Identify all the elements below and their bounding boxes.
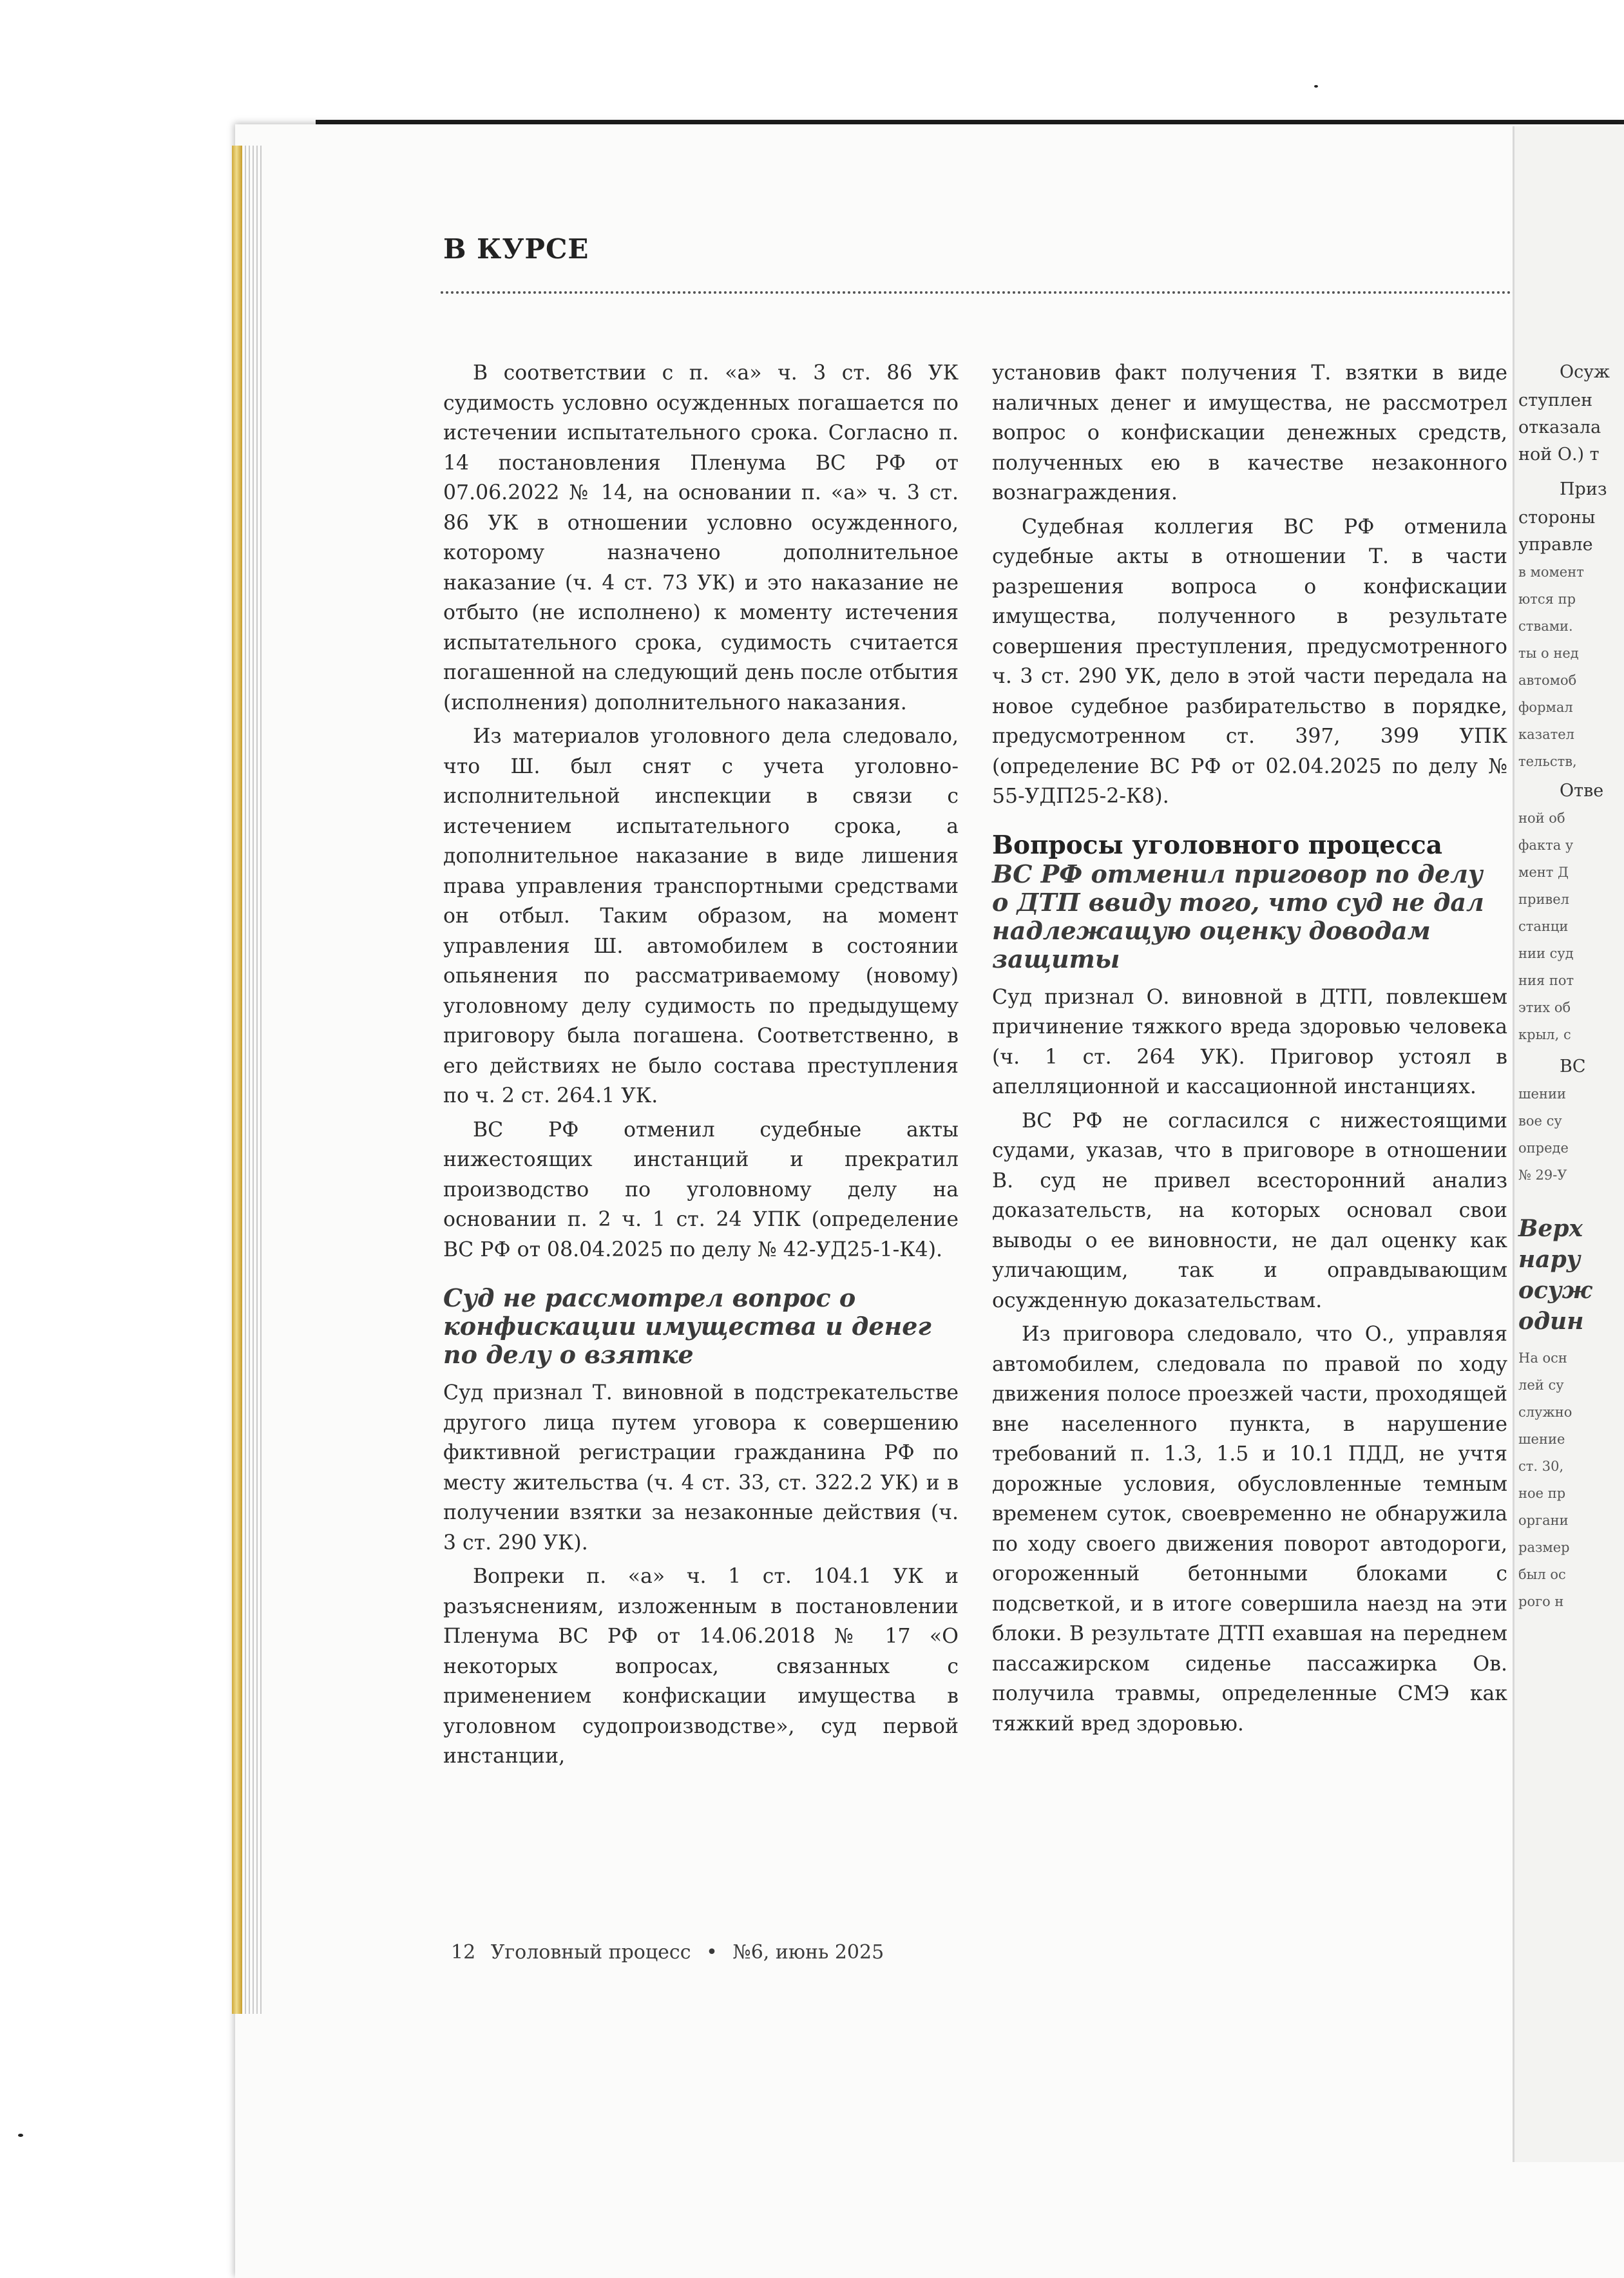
footer-bullet: • (706, 1941, 718, 1964)
adjacent-text-fragment: тельств, (1518, 754, 1577, 769)
adjacent-text-fragment: лей су (1518, 1377, 1564, 1393)
scan-speck (1314, 85, 1318, 88)
issue-label: №6, июнь 2025 (732, 1941, 884, 1964)
adjacent-text-fragment: рого н (1518, 1594, 1564, 1609)
adjacent-text-fragment: вое су (1518, 1113, 1562, 1129)
paragraph: Из приговора следовало, что О., управляя автомобилем, следовала по правой по ходу движения полосе проезжей части, проходящей вне населенного пункта, в нарушение требований п. 1.3, 1.5 и 10.1 ПДД, не учтя дорожные условия, обусловленные темным временем суток, своевременно не обнаружила по ходу своего движения поворот автодороги, огороженный бетонными блоками с подсветкой, и в итоге совершила наезд на эти блоки. В результате ДТП ехавшая на переднем пассажирском сиденье пассажирка Ов. получила травмы, определенные СМЭ как тяжкий вред здоровью. (992, 1323, 1507, 1736)
adjacent-text-fragment: ты о нед (1518, 646, 1579, 661)
adjacent-text-fragment: нии суд (1518, 946, 1574, 961)
adjacent-text-fragment: управле (1518, 535, 1593, 555)
page-stack-edges (245, 146, 264, 2014)
adjacent-text-fragment: стороны (1518, 508, 1596, 528)
adjacent-text-fragment: опреде (1518, 1140, 1569, 1156)
adjacent-text-fragment: крыл, с (1518, 1027, 1571, 1042)
adjacent-text-fragment: станци (1518, 919, 1569, 934)
column-left (443, 358, 959, 1772)
paragraph: установив факт получения Т. взятки в виде наличных денег и имущества, не рассмотрел вопрос о конфискации денежных средств, полученных ею в качестве незаконного вознаграждения. (992, 361, 1507, 504)
paragraph: Суд признал О. виновной в ДТП, повлекшем причинение тяжкого вреда здоровью человека (ч. 1 ст. 264 УК). Приговор устоял в апелляционной и кассационной инстанциях. (992, 985, 1507, 1098)
paragraph: Вопреки п. «а» ч. 1 ст. 104.1 УК и разъяснениям, изложенным в постановлении Пленума ВС РФ от 14.06.2018 № 17 «О некоторых вопросах, связанных с применением конфискации имущества в уголовном судопроизводстве», суд первой инстанции, (443, 1565, 959, 1768)
article-heading: ВС РФ отменил приговор по делу о ДТП ввиду того, что суд не дал надлежащую оценку доводам защиты (992, 859, 1484, 973)
adjacent-text-fragment: ное пр (1518, 1486, 1566, 1501)
adjacent-heading-fragment: Верх (1518, 1215, 1583, 1242)
adjacent-text-fragment: ния пот (1518, 973, 1574, 988)
adjacent-text-fragment: ствами. (1518, 618, 1573, 634)
paragraph: Судебная коллегия ВС РФ отменила судебные акты в отношении Т. в части разрешения вопроса о конфискации имущества, полученного в результате совершения преступления, предусмотренного ч. 3 ст. 290 УК, дело в этой части передала на новое судебное разбирательство в порядке, предусмотренном ст. 397, 399 УПК (определение ВС РФ от 02.04.2025 по делу № 55-УДП25-2-К8). (992, 515, 1507, 808)
paragraph: Суд признал Т. виновной в подстрекательстве другого лица путем уговора к совершению фиктивной регистрации гражданина РФ по месту жительства (ч. 4 ст. 33, ст. 322.2 УК) и в получении взятки за незаконные действия (ч. 3 ст. 290 УК). (443, 1381, 959, 1555)
adjacent-text-fragment: ВС (1560, 1057, 1586, 1077)
adjacent-text-fragment: привел (1518, 892, 1570, 907)
adjacent-text-fragment: формал (1518, 700, 1573, 715)
section-title: В КУРСЕ (443, 233, 589, 265)
dotted-divider (441, 291, 1516, 294)
adjacent-heading-fragment: нару (1518, 1246, 1581, 1273)
paragraph: В соответствии с п. «а» ч. 3 ст. 86 УК судимость условно осужденных погашается по истечении испытательного срока. Согласно п. 14 постановления Пленума ВС РФ от 07.06.2022 № 14, на основании п. «а» ч. 3 ст. 86 УК в отношении условно осужденного, которому назначено дополнительное наказание (ч. 4 ст. 73 УК) и это наказание не отбыто (не исполнено) к моменту истечения испытательного срока, судимость считается погашенной на следующий день после отбытия (исполнения) дополнительного наказания. (443, 361, 959, 714)
adjacent-text-fragment: шение (1518, 1431, 1565, 1447)
adjacent-text-fragment: ной О.) т (1518, 445, 1600, 464)
adjacent-text-fragment: был ос (1518, 1567, 1566, 1582)
adjacent-text-fragment: отказала (1518, 417, 1601, 437)
column-right (992, 358, 1507, 1739)
adjacent-heading-fragment: осуж (1518, 1277, 1592, 1304)
adjacent-text-fragment: этих об (1518, 1000, 1571, 1015)
adjacent-page (1513, 126, 1624, 2162)
journal-title: Уголовный процесс (490, 1941, 691, 1964)
adjacent-text-fragment: Приз (1560, 479, 1607, 499)
adjacent-text-fragment: мент Д (1518, 865, 1569, 880)
rubric-heading: Вопросы уголовного процесса (992, 830, 1442, 860)
adjacent-text-fragment: факта у (1518, 838, 1574, 853)
scan-speck (18, 2134, 23, 2137)
paragraph: ВС РФ не согласился с нижестоящими судами, указав, что в приговоре в отношении В. суд не привел всесторонний анализ доказательств, на которых основал свои выводы о ее виновности, не дал оценку как уличающим, так и оправдывающим осужденную доказательствам. (992, 1109, 1507, 1312)
spine-gilt-edge (232, 146, 242, 2014)
adjacent-text-fragment: органи (1518, 1513, 1569, 1528)
adjacent-text-fragment: ст. 30, (1518, 1459, 1564, 1474)
page-number: 12 (451, 1941, 476, 1964)
page-footer (451, 1941, 893, 1964)
adjacent-text-fragment: шении (1518, 1086, 1566, 1102)
adjacent-text-fragment: ной об (1518, 810, 1565, 826)
article-heading: Суд не рассмотрел вопрос о конфискации имущества и денег по делу о взятке (443, 1283, 931, 1369)
paragraph: Из материалов уголовного дела следовало, что Ш. был снят с учета уголовно-исполнительной инспекции в связи с истечением испытательного срока, а дополнительное наказание в виде лишения права управления транспортными средствами он отбыл. Таким образом, на момент управления Ш. автомобилем в состоянии опьянения по рассматриваемому (новому) уголовному делу судимость по предыдущему приговору была погашена. Соответственно, в его действиях не было состава преступления по ч. 2 ст. 264.1 УК. (443, 725, 959, 1107)
adjacent-text-fragment: ются пр (1518, 591, 1576, 607)
adjacent-text-fragment: автомоб (1518, 673, 1577, 688)
adjacent-text-fragment: ступлен (1518, 390, 1593, 410)
adjacent-text-fragment: в момент (1518, 564, 1584, 580)
adjacent-text-fragment: казател (1518, 727, 1575, 742)
adjacent-text-fragment: размер (1518, 1540, 1570, 1555)
adjacent-text-fragment: служно (1518, 1404, 1572, 1420)
adjacent-text-fragment: № 29-У (1518, 1167, 1567, 1183)
adjacent-text-fragment: Осуж (1560, 362, 1610, 382)
adjacent-text-fragment: Отве (1560, 781, 1604, 801)
adjacent-heading-fragment: один (1518, 1308, 1584, 1335)
adjacent-text-fragment: На осн (1518, 1350, 1567, 1366)
paragraph: ВС РФ отменил судебные акты нижестоящих инстанций и прекратил производство по уголовному делу на основании п. 2 ч. 1 ст. 24 УПК (определение ВС РФ от 08.04.2025 по делу № 42-УД25-1-К4). (443, 1118, 959, 1261)
